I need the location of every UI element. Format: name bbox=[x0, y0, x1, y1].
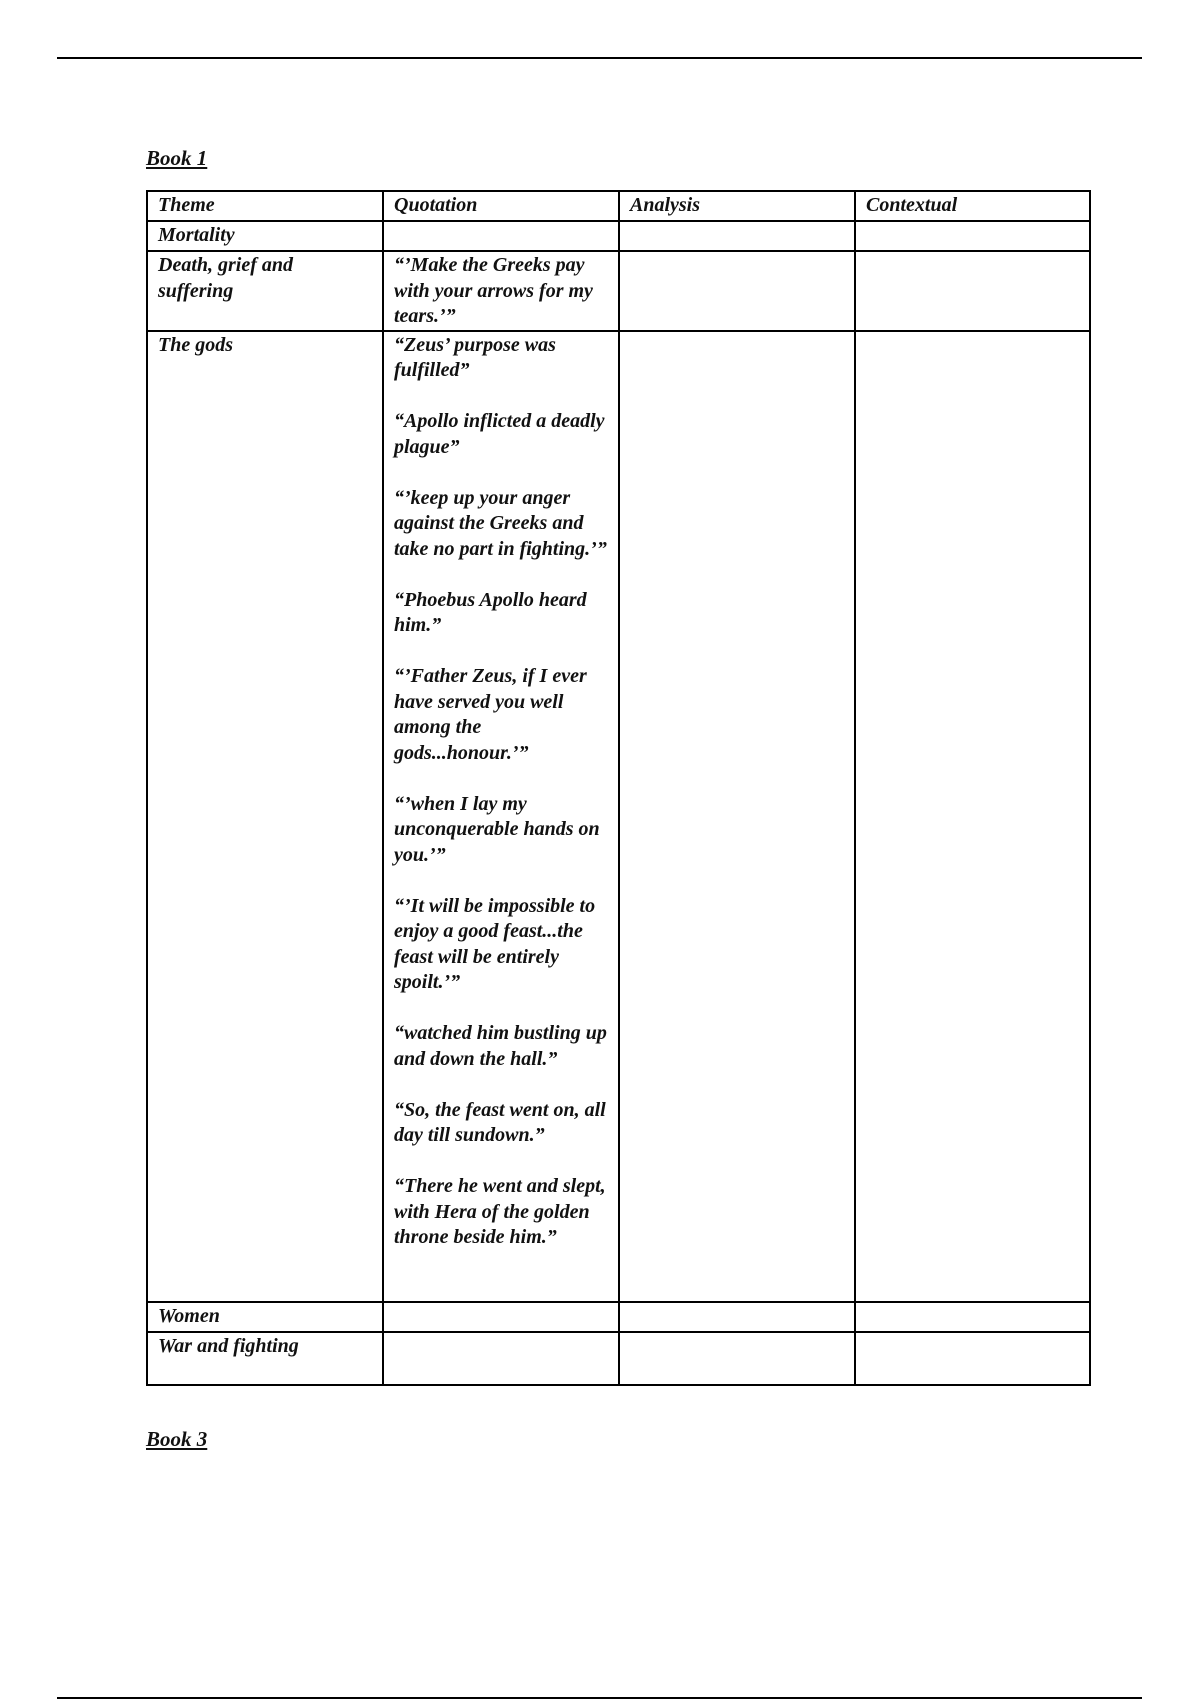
quotation-cell bbox=[383, 251, 619, 331]
analysis-cell bbox=[619, 221, 855, 251]
contextual-cell bbox=[855, 1302, 1090, 1332]
contextual-cell bbox=[855, 331, 1090, 1302]
analysis-cell bbox=[619, 1302, 855, 1332]
table-row bbox=[147, 221, 1090, 251]
theme-cell: Women bbox=[147, 1302, 383, 1332]
quotation: “There he went and slept, with Hera of the golden throne beside him.” bbox=[394, 1175, 606, 1248]
header-contextual: Contextual bbox=[855, 191, 1090, 221]
quotation: “Apollo inflicted a deadly plague” bbox=[394, 410, 605, 458]
quotation: “’when I lay my unconquerable hands on you.’” bbox=[394, 792, 600, 866]
quotation-cell bbox=[383, 331, 619, 1302]
quotation: “Phoebus Apollo heard him.” bbox=[394, 588, 587, 636]
analysis-cell bbox=[619, 331, 855, 1302]
header-quotation: Quotation bbox=[383, 191, 619, 221]
table-header-row bbox=[147, 191, 1090, 221]
quotation: “’Make the Greeks pay with your arrows for my tears.’” bbox=[394, 254, 593, 327]
quotation-cell bbox=[383, 1302, 619, 1332]
footer-rule bbox=[57, 1697, 1142, 1699]
contextual-cell bbox=[855, 221, 1090, 251]
contextual-cell bbox=[855, 1332, 1090, 1385]
header-analysis: Analysis bbox=[619, 191, 855, 221]
table-row bbox=[147, 1332, 1090, 1385]
table-row bbox=[147, 1302, 1090, 1332]
theme-cell: Death, grief and suffering bbox=[147, 251, 383, 331]
theme-cell: War and fighting bbox=[147, 1332, 383, 1385]
table-row bbox=[147, 331, 1090, 1302]
book-3-heading: Book 3 bbox=[146, 1427, 208, 1451]
analysis-cell bbox=[619, 251, 855, 331]
quotation: “’keep up your anger against the Greeks and take no part in fighting.’” bbox=[394, 486, 607, 560]
quotation: “’It will be impossible to enjoy a good feast...the feast will be entirely spoilt.’” bbox=[394, 894, 596, 993]
table-row bbox=[147, 251, 1090, 331]
header-rule bbox=[57, 57, 1142, 59]
header-theme: Theme bbox=[147, 191, 383, 221]
quotation: “’Father Zeus, if I ever have served you well among the gods...honour.’” bbox=[394, 665, 587, 764]
theme-cell: Mortality bbox=[147, 221, 383, 251]
theme-cell: The gods bbox=[147, 331, 383, 1302]
analysis-cell bbox=[619, 1332, 855, 1385]
quotation: “Zeus’ purpose was fulfilled” bbox=[394, 333, 556, 381]
quotation: “So, the feast went on, all day till sundown.” bbox=[394, 1098, 606, 1146]
quotation-cell bbox=[383, 221, 619, 251]
quotation: “watched him bustling up and down the hall.” bbox=[394, 1022, 607, 1070]
themes-table bbox=[146, 190, 1091, 1386]
book-1-heading: Book 1 bbox=[146, 146, 208, 170]
contextual-cell bbox=[855, 251, 1090, 331]
quotation-cell bbox=[383, 1332, 619, 1385]
